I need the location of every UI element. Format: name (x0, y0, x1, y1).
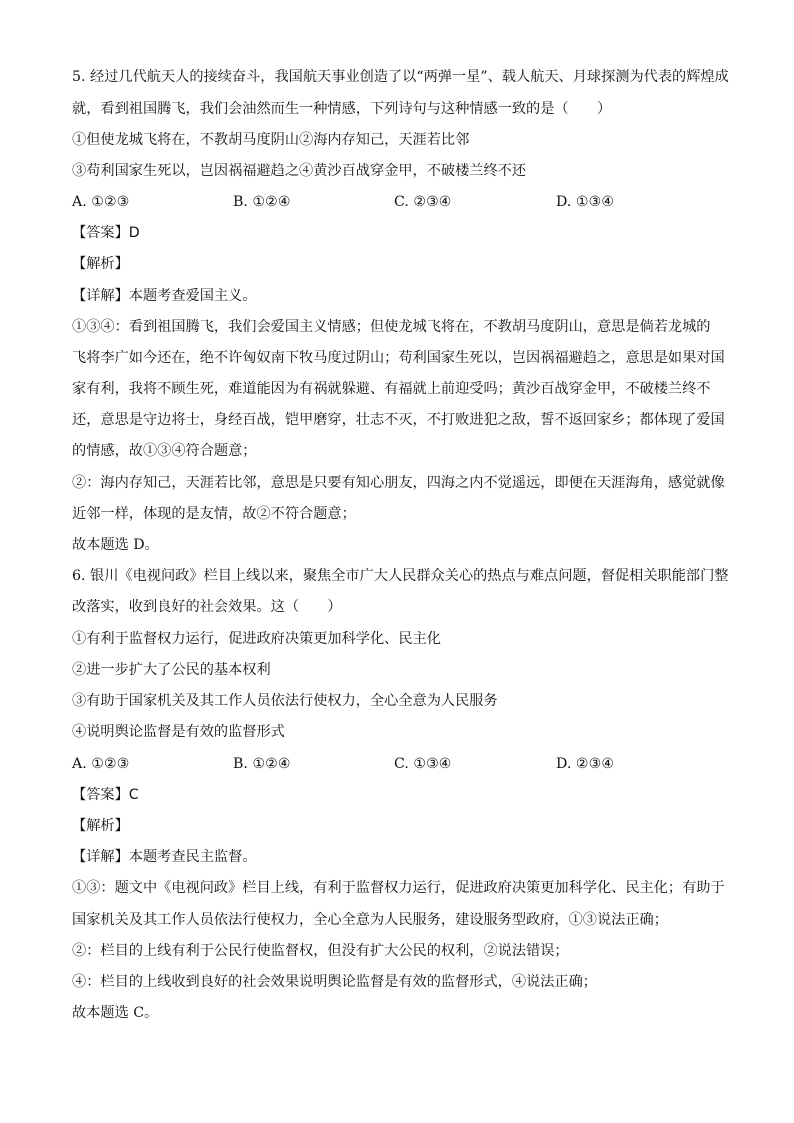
q5-option-d: D. ①③④ (556, 194, 615, 210)
q6-explanation-line1: ①③：题文中《电视问政》栏目上线，有利于监督权力运行，促进政府决策更加科学化、民主化；有助于 (72, 880, 725, 896)
q6-item-4: ④说明舆论监督是有效的监督形式 (72, 724, 285, 740)
q5-explanation-line3: 家有利，我将不顾生死，难道能因为有祸就躲避、有福就上前迎受吗；黄沙百战穿金甲，不破楼兰终不 (72, 381, 711, 397)
q5-analysis-heading: 【解析】 (72, 256, 129, 272)
q5-option-b: B. ①②④ (233, 194, 291, 210)
q5-explanation-line4: 还，意思是守边将士，身经百战，铠甲磨穿，壮志不灭，不打败进犯之敌，誓不返回家乡；都体现了爱国 (72, 412, 725, 428)
q6-item-3: ③有助于国家机关及其工作人员依法行使权力，全心全意为人民服务 (72, 693, 498, 709)
q5-conclusion: 故本题选 D。 (72, 537, 159, 553)
q5-explanation-line7: 近邻一样，体现的是友情，故②不符合题意； (72, 506, 356, 522)
q5-answer: 【答案】D (72, 225, 140, 241)
q6-item-2: ②进一步扩大了公民的基本权利 (72, 662, 271, 678)
q5-explanation-line2: 飞将李广如今还在，绝不许匈奴南下牧马度过阴山；苟利国家生死以，岂因祸福避趋之，意思是如果对国 (72, 350, 725, 366)
q5-stem-line1: 5. 经过几代航天人的接续奋斗，我国航天事业创造了以“两弹一星”、载人航天、月球探测为代表的辉煌成 (72, 69, 729, 85)
q5-items-3-4: ③苟利国家生死以，岂因祸福避趋之④黄沙百战穿金甲，不破楼兰终不还 (72, 163, 527, 179)
q6-answer: 【答案】C (72, 787, 139, 803)
q6-option-c: C. ①③④ (394, 756, 452, 772)
q6-conclusion: 故本题选 C。 (72, 1005, 159, 1021)
q5-option-a: A. ①②③ (72, 194, 130, 210)
q6-detail-heading: 【详解】本题考查民主监督。 (72, 849, 257, 865)
q6-analysis-heading: 【解析】 (72, 818, 129, 834)
q6-explanation-line2: 国家机关及其工作人员依法行使权力，全心全意为人民服务，建设服务型政府，①③说法正确； (72, 912, 668, 928)
q6-stem-line2: 改落实，收到良好的社会效果。这（ ） (72, 599, 342, 615)
q5-items-1-2: ①但使龙城飞将在，不教胡马度阴山②海内存知己，天涯若比邻 (72, 132, 470, 148)
q6-explanation-line3: ②：栏目的上线有利于公民行使监督权，但没有扩大公民的权利，②说法错误； (72, 943, 569, 959)
q5-explanation-line1: ①③④：看到祖国腾飞，我们会爱国主义情感；但使龙城飞将在，不教胡马度阴山，意思是倘若龙城的 (72, 319, 711, 335)
q6-explanation-line4: ④：栏目的上线收到良好的社会效果说明舆论监督是有效的监督形式，④说法正确； (72, 974, 597, 990)
q6-option-a: A. ①②③ (72, 756, 130, 772)
q5-explanation-line5: 的情感，故①③④符合题意； (72, 443, 257, 459)
q6-item-1: ①有利于监督权力运行，促进政府决策更加科学化、民主化 (72, 631, 441, 647)
q5-explanation-line6: ②：海内存知己，天涯若比邻，意思是只要有知心朋友，四海之内不觉遥远，即便在天涯海角，感觉就像 (72, 475, 725, 491)
q5-detail-heading: 【详解】本题考查爱国主义。 (72, 288, 257, 304)
q5-option-c: C. ②③④ (394, 194, 452, 210)
q6-option-d: D. ②③④ (556, 756, 615, 772)
q6-stem-line1: 6. 银川《电视问政》栏目上线以来，聚焦全市广大人民群众关心的热点与难点问题，督促相关职能部门整 (72, 568, 729, 584)
q5-stem-line2: 就，看到祖国腾飞，我们会油然而生一种情感，下列诗句与这种情感一致的是（ ） (72, 101, 612, 117)
q6-option-b: B. ①②④ (233, 756, 291, 772)
